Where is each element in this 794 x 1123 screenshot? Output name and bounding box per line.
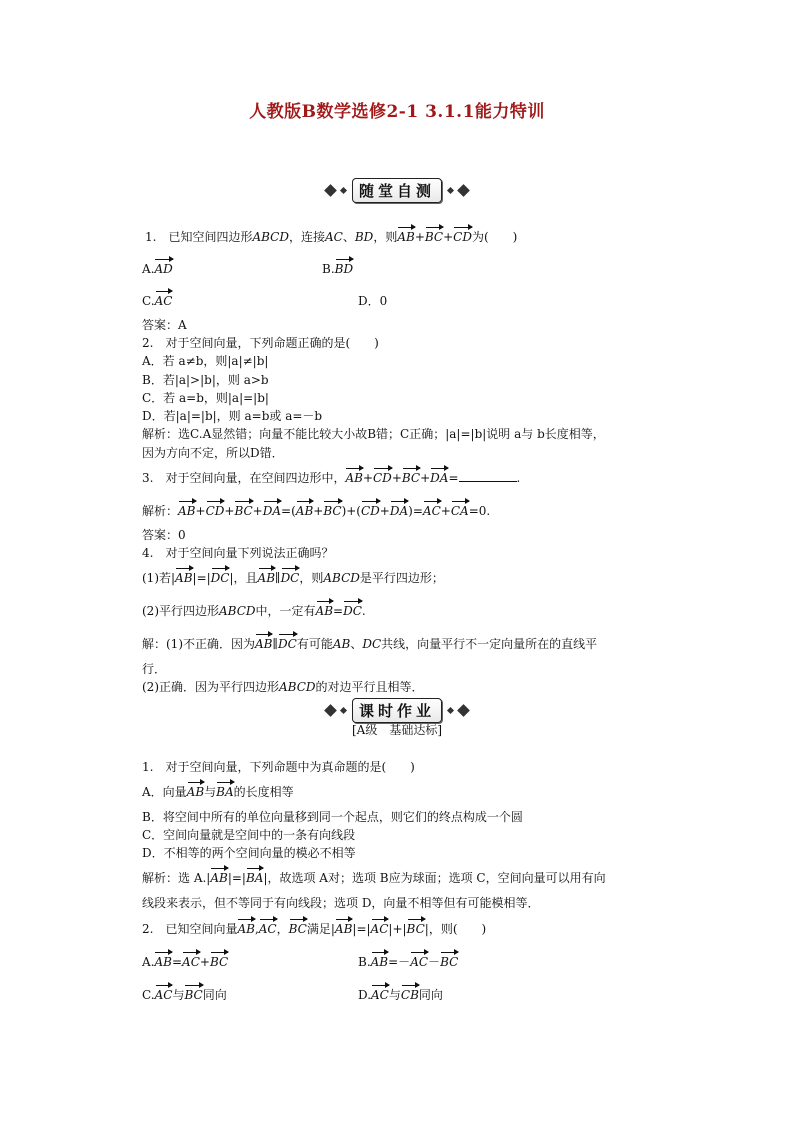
vector: DA — [430, 471, 449, 485]
page-title: 人教版B数学选修2-1 3.1.1能力特训 — [249, 102, 545, 122]
solution-2-cont: 因为方向不定，所以D错． — [142, 446, 284, 460]
solution-4-part-2: (2)正确．因为平行四边形ABCD的对边平行且相等． — [142, 680, 424, 694]
option-c: C．若 a=b，则|a|=|b| — [142, 391, 269, 405]
vector: AB — [257, 571, 276, 585]
section-banner-in-class — [0, 178, 794, 203]
vector: AB — [334, 922, 353, 936]
vector: CD — [360, 504, 380, 518]
diamond-icon — [324, 704, 337, 717]
option-d: D．不相等的两个空间向量的模必不相等 — [142, 846, 356, 860]
option-c: C.AC — [142, 294, 173, 308]
option-d: D．若|a|=|b|，则 a=b或 a=－b — [142, 409, 323, 423]
vector: BC — [234, 504, 253, 518]
vector: AB — [295, 504, 314, 518]
option-b: B.BD — [322, 262, 354, 276]
vector: AC — [410, 955, 429, 969]
section-title: 课时作业 — [352, 698, 442, 723]
vector: AB — [154, 955, 172, 969]
question-2: 2. 对于空间向量，下列命题正确的是( ) — [142, 336, 379, 350]
hw-question-1: 1. 对于空间向量，下列命题中为真命题的是( ) — [142, 760, 415, 774]
solution-3: 解析：AB+CD+BC+DA=(AB+BC)+(CD+DA)=AC+CA=0. — [142, 504, 491, 518]
vector: BC — [184, 988, 203, 1002]
answer-1: 答案：A — [142, 318, 187, 332]
vector: BD — [334, 262, 354, 276]
vector: AB — [345, 471, 363, 485]
vector: AB — [175, 571, 193, 585]
question-4: 4. 对于空间向量下列说法正确吗？ — [142, 546, 334, 560]
vector: AB — [255, 637, 273, 651]
vector: CB — [400, 988, 419, 1002]
answer-3: 答案：0 — [142, 528, 186, 542]
section-title: 随堂自测 — [352, 178, 442, 203]
vector: AB — [178, 504, 196, 518]
solution-4-part-1-cont: 行． — [142, 662, 167, 676]
option-c: C.AC与BC同向 — [142, 988, 227, 1002]
vector: CD — [205, 504, 225, 518]
vector: DA — [389, 504, 409, 518]
small-diamond-icon — [447, 707, 454, 714]
question-4-part-1: (1)若|AB|=|DC|，且AB∥DC，则ABCD是平行四边形； — [142, 571, 444, 585]
hw-solution-1: 解析：选 A.|AB|=|BA|，故选项 A对；选项 B应为球面；选项 C，空间向量可以用有向 — [142, 871, 606, 885]
vector: BC — [209, 955, 229, 969]
hw-question-2: 2. 已知空间向量AB,AC，BC满足|AB|=|AC|+|BC|，则( ) — [142, 922, 487, 936]
option-b: B．若|a|>|b|，则 a>b — [142, 373, 269, 387]
vector: BC — [440, 955, 459, 969]
hw-solution-1-cont: 线段来表示，但不等同于有向线段；选项 D，向量不相等但有可能模相等． — [142, 896, 540, 910]
solution-4-part-1: 解：(1)不正确．因为AB∥DC有可能AB、DC共线，向量平行不一定向量所在的直线平 — [142, 637, 598, 651]
small-diamond-icon — [340, 707, 347, 714]
vector: DC — [278, 637, 297, 651]
vector: AB — [315, 604, 334, 618]
vector: CD — [453, 230, 472, 244]
vector: AB — [237, 922, 255, 936]
question-3: 3. 对于空间向量，在空间四边形中，AB+CD+BC+DA= . — [142, 471, 521, 485]
vector: AC — [371, 988, 389, 1002]
vector: AB — [186, 785, 205, 799]
answer-blank — [459, 470, 517, 482]
option-d: D.AC与CB同向 — [358, 988, 443, 1002]
vector: AD — [154, 262, 173, 276]
section-banner-homework — [0, 698, 794, 723]
vector: BA — [216, 785, 234, 799]
vector: BC — [288, 922, 307, 936]
small-diamond-icon — [447, 187, 454, 194]
vector: BA — [245, 871, 264, 885]
vector: DA — [262, 504, 282, 518]
option-a: A.AB=AC+BC — [142, 955, 229, 969]
vector: AB — [370, 955, 389, 969]
vector: AB — [210, 871, 228, 885]
option-b: B.AB=－AC－BC — [358, 955, 459, 969]
option-a: A．若 a≠b，则|a|≠|b| — [142, 354, 269, 368]
vector: CD — [373, 471, 392, 485]
vector: AC — [154, 988, 173, 1002]
vector: AC — [422, 504, 441, 518]
vector: DC — [280, 571, 300, 585]
vector: DC — [343, 604, 362, 618]
level-label: [A级 基础达标] — [351, 723, 443, 737]
vector: DC — [210, 571, 230, 585]
vector: BC — [401, 471, 421, 485]
vector: AC — [182, 955, 200, 969]
diamond-icon — [457, 184, 470, 197]
vector: CA — [450, 504, 469, 518]
question-4-part-2: (2)平行四边形ABCD中，一定有AB=DC. — [142, 604, 366, 618]
vector: BC — [424, 230, 444, 244]
question-1: 1. 已知空间四边形ABCD，连接AC、BD，则AB+BC+CD为( ) — [145, 230, 518, 244]
diamond-icon — [324, 184, 337, 197]
solution-2: 解析：选C.A显然错；向量不能比较大小故B错；C正确；|a|=|b|说明 a与 b长度相等， — [142, 427, 605, 441]
option-c: C．空间向量就是空间中的一条有向线段 — [142, 828, 356, 842]
vector: BC — [323, 504, 342, 518]
option-a: A.AD — [142, 262, 173, 276]
vector: AC — [258, 922, 277, 936]
vector: AC — [154, 294, 173, 308]
option-d: D．0 — [358, 294, 388, 308]
small-diamond-icon — [340, 187, 347, 194]
vector: AC — [370, 922, 389, 936]
option-a: A．向量AB与BA的长度相等 — [142, 785, 294, 799]
option-b: B．将空间中所有的单位向量移到同一个起点，则它们的终点构成一个圆 — [142, 810, 523, 824]
diamond-icon — [457, 704, 470, 717]
vector: AB — [397, 230, 415, 244]
vector: BC — [406, 922, 425, 936]
